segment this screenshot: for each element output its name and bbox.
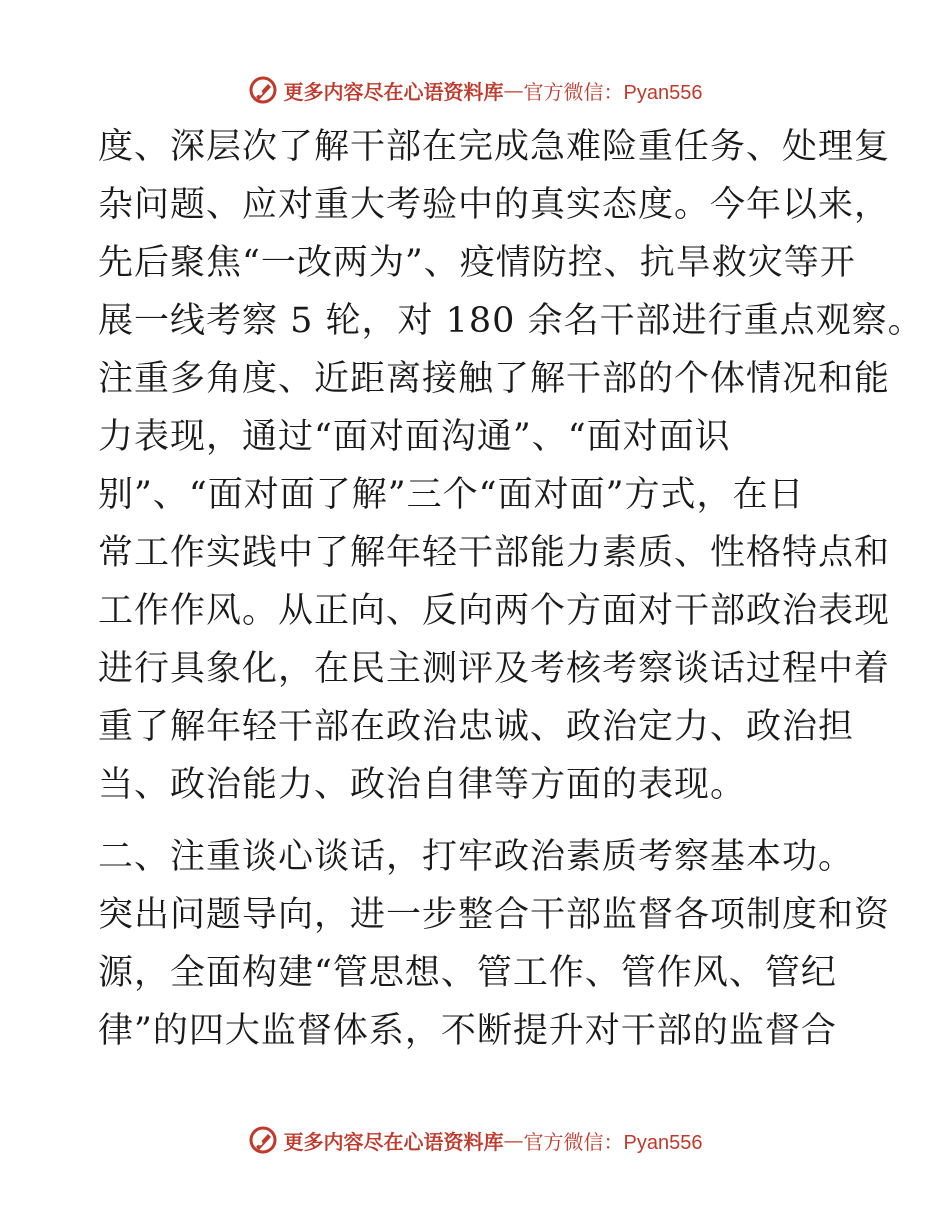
header-banner-separator: — <box>503 78 524 102</box>
body-line: 力表现，通过“面对面沟通”、“面对面识 <box>98 417 731 457</box>
body-line: 常工作实践中了解年轻干部能力素质、性格特点和 <box>98 533 891 573</box>
body-line: 当、政治能力、政治自律等方面的表现。 <box>98 765 747 805</box>
body-line: 注重多角度、近距离接触了解干部的个体情况和能 <box>98 359 891 399</box>
section-line: 突出问题导向，进一步整合干部监督各项制度和资 <box>98 895 891 935</box>
body-line: 杂问题、应对重大考验中的真实态度。今年以来， <box>98 185 891 225</box>
header-banner-text: 更多内容尽在心语资料库 <box>283 79 504 104</box>
circle-pen-logo-icon <box>248 1125 278 1155</box>
body-line: 重了解年轻干部在政治忠诚、政治定力、政治担 <box>98 707 855 747</box>
body-line: 进行具象化，在民主测评及考核考察谈话过程中着 <box>98 649 891 689</box>
section-line: 源，全面构建“管思想、管工作、管作风、管纪 <box>98 953 837 993</box>
body-line: 展一线考察 5 轮，对 180 余名干部进行重点观察。 <box>98 301 924 341</box>
body-line: 度、深层次了解干部在完成急难险重任务、处理复 <box>98 127 891 167</box>
body-line: 先后聚焦“一改两为”、疫情防控、抗旱救灾等开 <box>98 243 856 283</box>
footer-banner-separator: — <box>503 1128 524 1152</box>
header-banner-contact: 官方微信：Pyan556 <box>523 81 703 104</box>
body-line: 别”、“面对面了解”三个“面对面”方式，在日 <box>98 475 805 515</box>
body-line: 工作作风。从正向、反向两个方面对干部政治表现 <box>98 591 891 631</box>
section-line: 律”的四大监督体系，不断提升对干部的监督合 <box>98 1011 837 1051</box>
document-body <box>98 118 924 1060</box>
header-banner <box>0 70 950 110</box>
footer-banner <box>0 1120 950 1160</box>
footer-banner-contact: 官方微信：Pyan556 <box>523 1131 703 1154</box>
footer-banner-text: 更多内容尽在心语资料库 <box>283 1129 504 1154</box>
section-heading-line: 二、注重谈心谈话，打牢政治素质考察基本功。 <box>98 837 855 877</box>
circle-pen-logo-icon <box>248 75 278 105</box>
